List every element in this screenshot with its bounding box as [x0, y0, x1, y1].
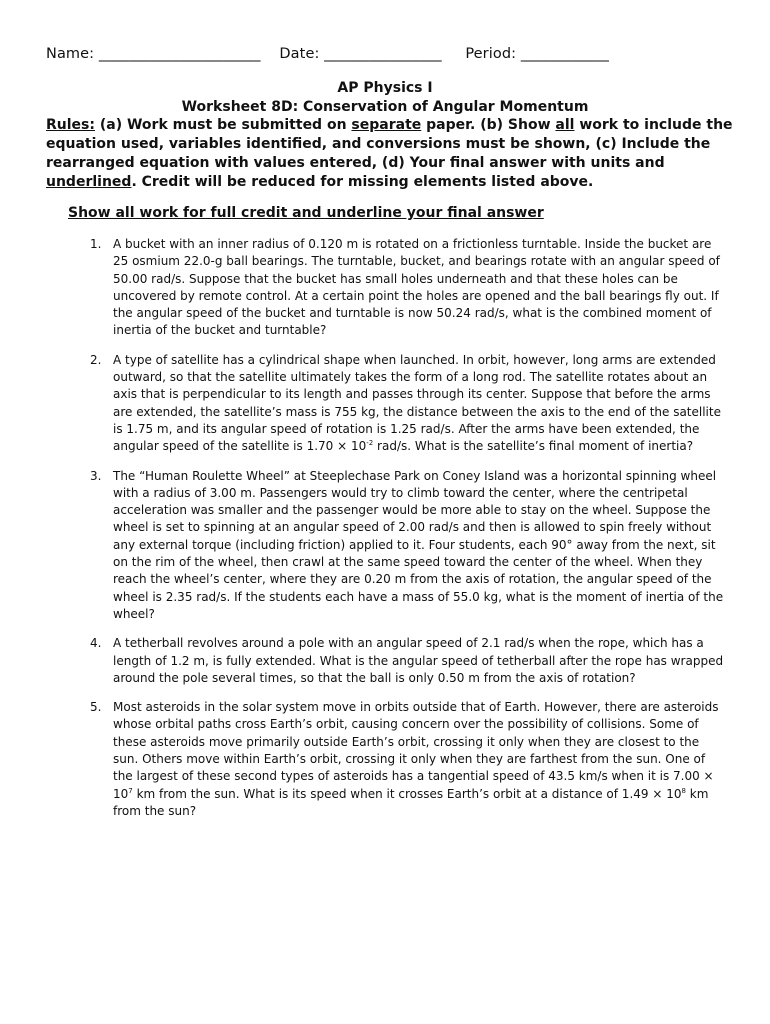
rules-text-3: work to include the equation used, variables identified, and conversions must be shown, (c) Include the rearranged equation with values entered, (d) Your final answer with units and	[46, 117, 733, 171]
question-text: A tetherball revolves around a pole with an angular speed of 2.1 rad/s when the rope, which has a length of 1.2 m, is fully extended. What is the angular speed of tetherball after the rope has wrapped around the pole several times, so that the ball is only 0.50 m from the axis of rotation?	[113, 636, 724, 685]
exponent: 8	[681, 786, 686, 795]
question-item	[0, 699, 770, 820]
name-field-label: Name: ______________________	[46, 46, 261, 62]
question-text: The “Human Roulette Wheel” at Steeplechase Park on Coney Island was a horizontal spinning wheel with a radius of 3.00 m. Passengers would try to climb toward the center, where the centripetal acceleration was smaller and the passenger would be more able to stay on the wheel. Suppose the wheel is set to spinning at an angular speed of 2.00 rad/s and then is allowed to spin freely without any external torque (including friction) applied to it. Four students, each 90° away from the next, sit on the rim of the wheel, then crawl at the same speed toward the center of the wheel. When they reach the wheel’s center, where they are 0.20 m from the axis of rotation, the angular speed of the wheel is 2.35 rad/s. If the students each have a mass of 55.0 kg, what is the moment of inertia of the wheel?	[113, 468, 724, 621]
instruction-heading: Show all work for full credit and underline your final answer	[68, 205, 544, 221]
question-item	[0, 635, 770, 687]
course-title: AP Physics I	[337, 80, 433, 96]
question-number: 3.	[90, 468, 102, 483]
question-item	[0, 236, 770, 340]
question-number: 4.	[90, 636, 102, 651]
rules-text-2: paper. (b) Show	[421, 117, 556, 133]
question-number: 2.	[90, 352, 102, 367]
rules-paragraph	[46, 116, 736, 192]
worksheet-title: Worksheet 8D: Conservation of Angular Momentum	[181, 99, 589, 115]
title-block	[0, 79, 770, 117]
exponent: 7	[128, 786, 133, 795]
rules-emphasis-separate: separate	[351, 117, 422, 133]
date-field-label: Date: ________________	[279, 46, 442, 62]
question-text: Most asteroids in the solar system move in orbits outside that of Earth. However, there are asteroids whose orbital paths cross Earth’s orbit, causing concern over the possibility of collisions. Some of these asteroids move primarily outside Earth’s orbit, crossing it only when they are closest to the sun. Others move within Earth’s orbit, crossing it only when they are farthest from the sun. One of the largest of these second types of asteroids has a tangential speed of 43.5 km/s when it is $7.00 \times 10^7$ km from the sun. What is its speed when it crosses Earth’s orbit at a distance of $1.49 \times 10^8$ km from the sun?	[113, 700, 719, 818]
question-item	[0, 352, 770, 456]
exponent: -2	[366, 439, 374, 448]
question-number: 1.	[90, 237, 102, 251]
question-number: 5.	[90, 700, 102, 715]
rules-emphasis-all: all	[555, 117, 575, 133]
question-list	[0, 236, 770, 832]
question-text: A type of satellite has a cylindrical shape when launched. In orbit, however, long arms are extended outward, so that the satellite ultimately takes the form of a long rod. The satellite rotates about an axis that is perpendicular to its length and passes through its center. Suppose that before the arms are extended, the satellite’s mass is 755 kg, the distance between the axis to the end of the satellite is 1.75 m, and its angular speed of rotation is 1.25 rad/s. After the arms have been extended, the angular speed of the satellite is $1.70 \times 10^{-2}$ rad/s. What is the satellite’s final moment of inertia?	[113, 352, 721, 454]
rules-text-1: (a) Work must be submitted on	[94, 117, 352, 133]
rules-emphasis-underlined: underlined	[46, 174, 132, 190]
student-info-header	[46, 46, 750, 62]
question-text: A bucket with an inner radius of 0.120 m is rotated on a frictionless turntable. Inside the bucket are 25 osmium 22.0-g ball bearings. The turntable, bucket, and bearings rotate with an angular speed of 50.00 rad/s. Suppose that the bucket has small holes underneath and that these holes can be uncovered by remote control. At a certain point the holes are opened and the ball bearings fly out. If the angular speed of the bucket and turntable is now 50.24 rad/s, what is the combined moment of inertia of the bucket and turntable?	[113, 237, 720, 338]
question-item	[0, 468, 770, 624]
rules-text-4: . Credit will be reduced for missing elements listed above.	[131, 174, 594, 190]
rules-label: Rules:	[46, 117, 95, 133]
period-field-label: Period: ____________	[465, 46, 610, 62]
